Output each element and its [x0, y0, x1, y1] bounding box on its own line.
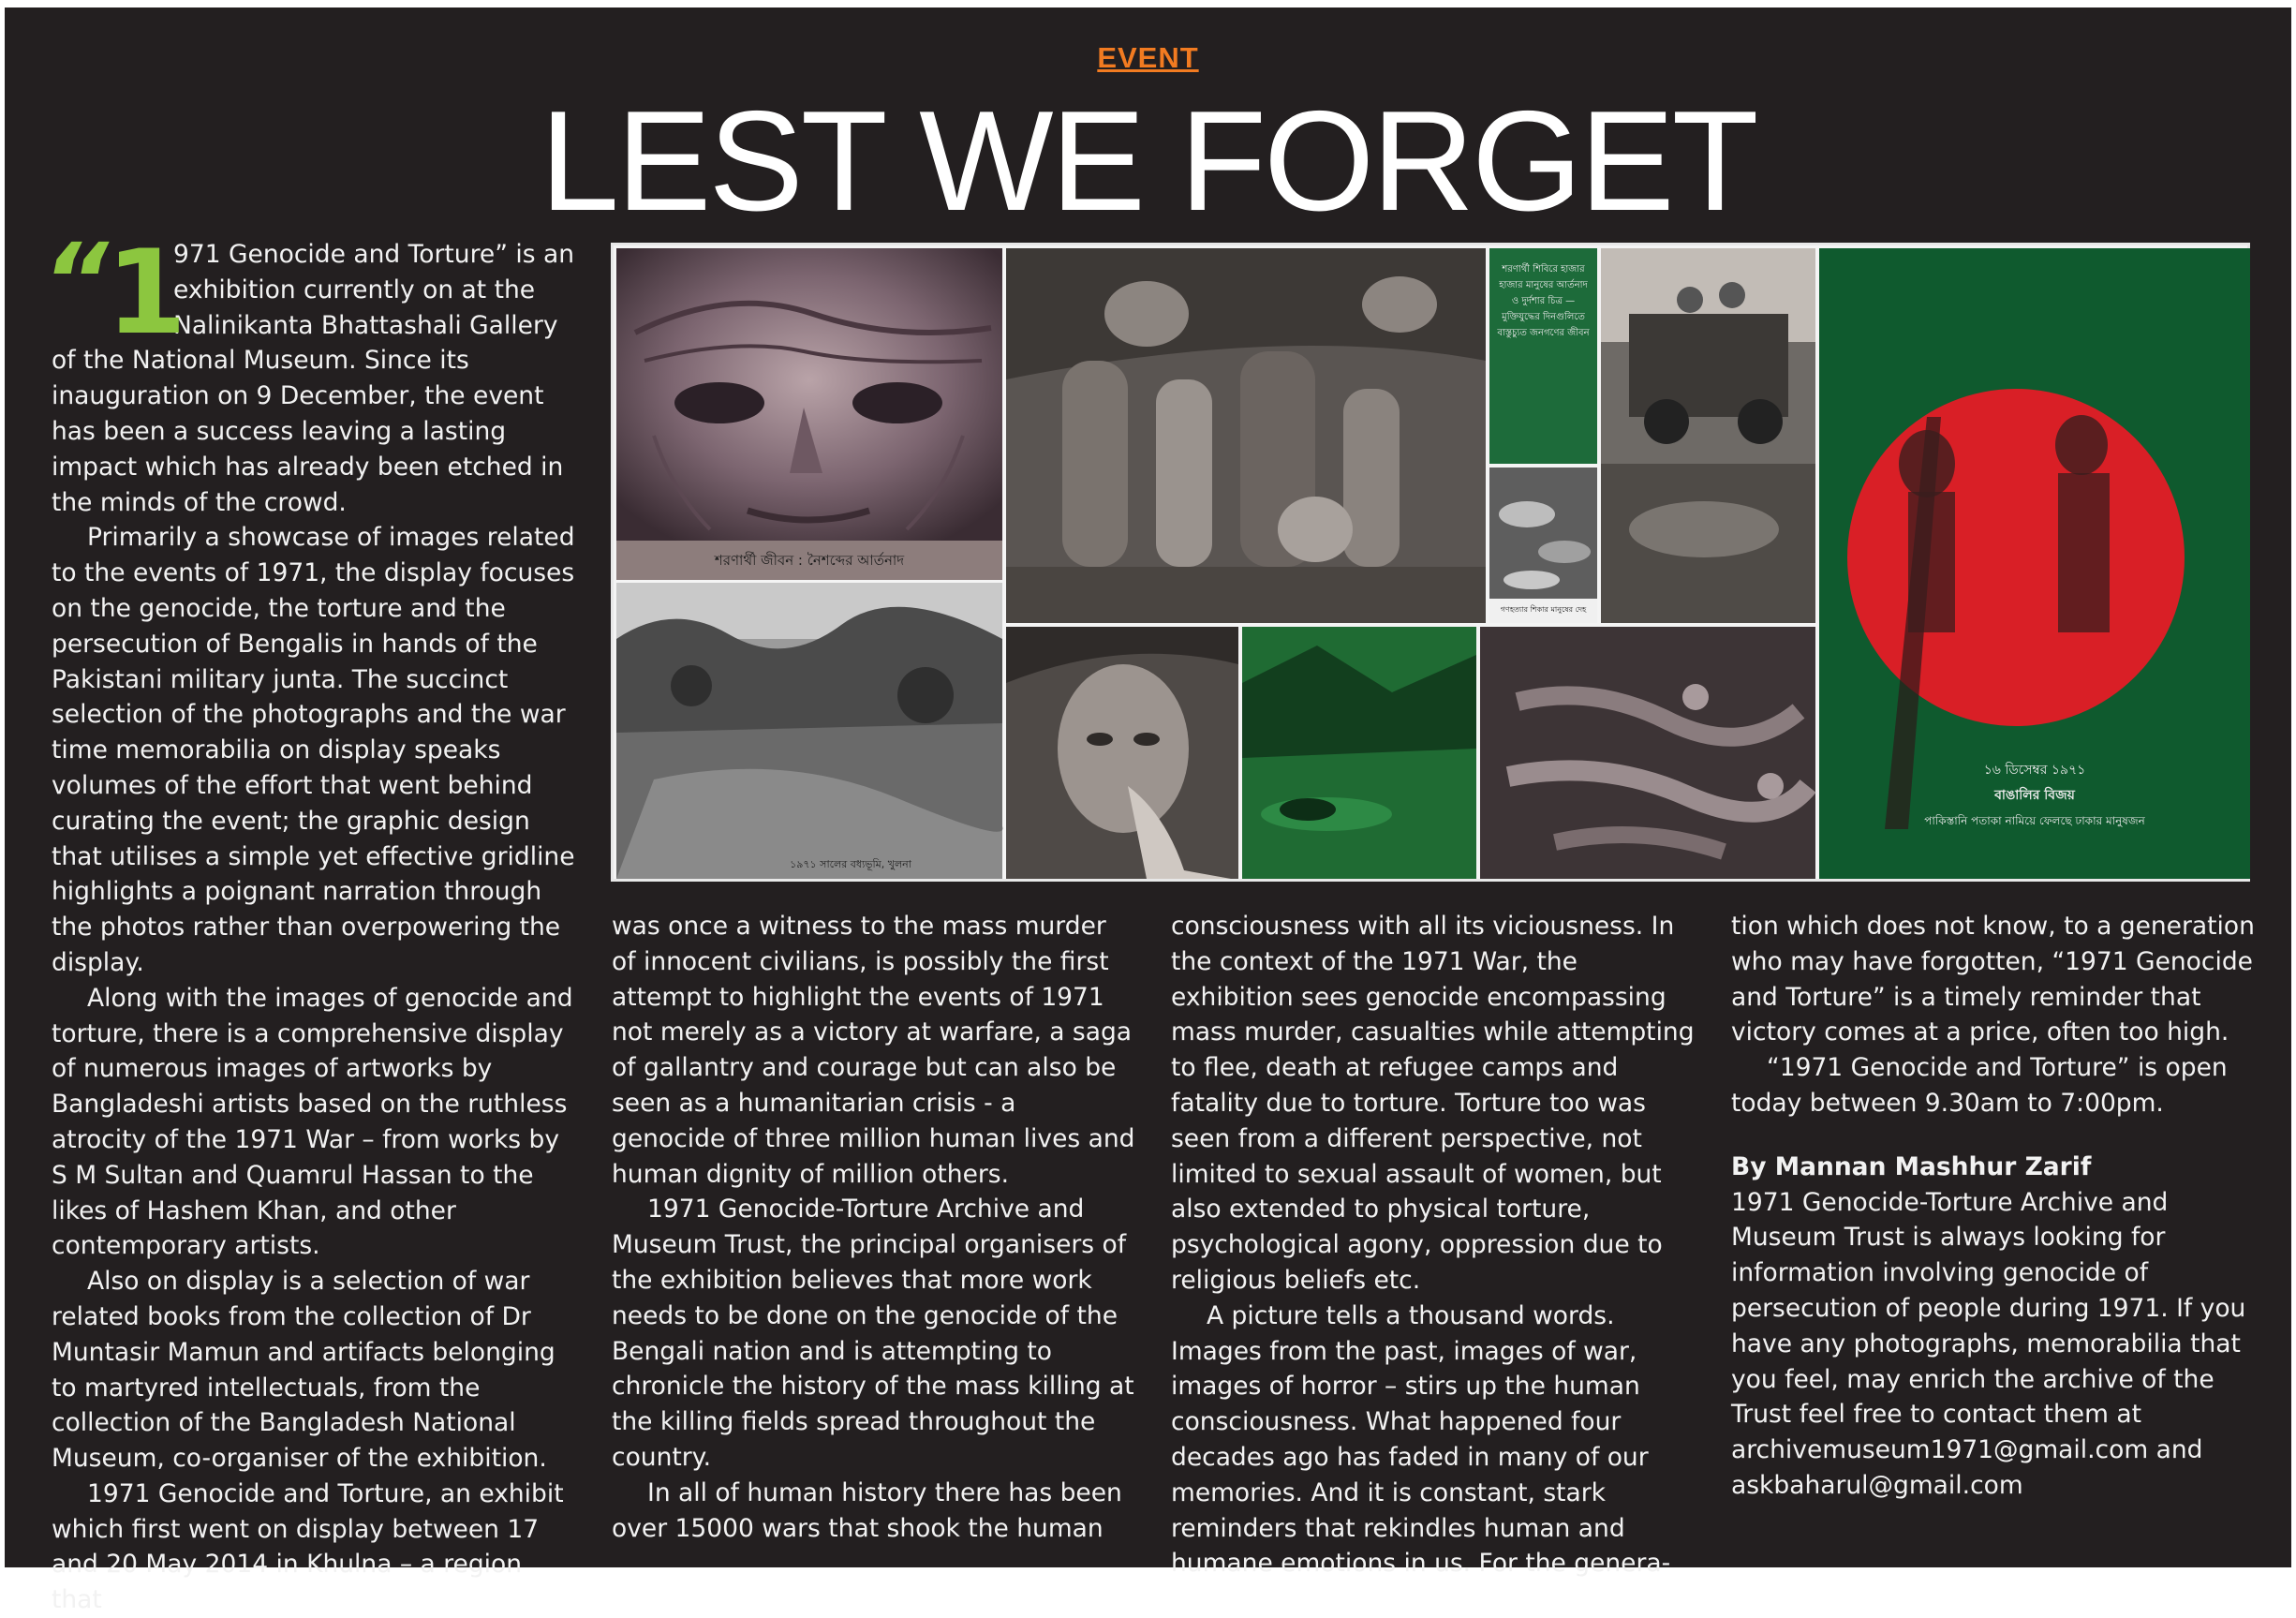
- text-panel-green: [1489, 248, 1597, 464]
- photo-refugee-camp: [1242, 627, 1476, 879]
- paragraph: of the National Museum. Since its inauguration on 9 December, the event has been a success leaving a lasting impact which has already been etched in the minds of the crowd.: [52, 346, 564, 517]
- article-column-1: [42, 221, 576, 1618]
- photo-victims-water: [1480, 627, 1815, 879]
- section-kicker: EVENT: [1097, 41, 1199, 74]
- paragraph: consciousness with all its viciousness. In the context of the 1971 War, the exhibition sees genocide encompassing mass murder, casualties while attempting to flee, death at refugee camps and fatality due to torture. Torture too was seen from a different perspective, not limited to sexual assault of women, but also extended to physical torture, psychological agony, oppression due to religious beliefs etc.: [1171, 912, 1695, 1295]
- paragraph: Along with the images of genocide and torture, there is a comprehensive display of numerous images of artworks by Bangladeshi artists based on the ruthless atrocity of the 1971 War – from works by S M Sultan and Quamrul Hassan to the likes of Hashem Khan, and other contemporary artists.: [52, 983, 573, 1261]
- intro-text: 971 Genocide and Torture” is an exhibition currently on at the Nalinikanta Bhattashali Gallery: [173, 240, 574, 340]
- photo-refugees: [1006, 248, 1486, 623]
- photo-collage: [611, 243, 2250, 882]
- intro-paragraph: [42, 221, 576, 361]
- paragraph: Primarily a showcase of images related to the events of 1971, the display focuses on the genocide, the torture and the persecution of Bengalis in hands of the Pakistani military junta. The succinct selection of the photographs and the war time memorabilia on display speaks volumes of the effort that went behind curating the event; the graphic design that utilises a simple yet effective gridline highlights a poignant narration through the photos rather than overpowering the display.: [52, 523, 575, 977]
- paragraph: was once a witness to the mass murder of innocent civilians, is possibly the first attempt to highlight the events of 1971 not merely as a victory at warfare, a saga of gallantry and courage but can also be seen as a humanitarian crisis - a genocide of three million human lives and human dignity of million others.: [612, 912, 1135, 1189]
- paragraph: tion which does not know, to a generation who may have forgotten, “1971 Genocide and Torture” is a timely reminder that victory comes at a price, often too high.: [1731, 912, 2255, 1047]
- poster-subtitle: পাকিস্তানি পতাকা নামিয়ে ফেলছে ঢাকার মানুষজন: [1924, 814, 2145, 827]
- paragraph: “1971 Genocide and Torture” is open today between 9.30am to 7:00pm.: [1731, 1053, 2228, 1118]
- paragraph: 1971 Genocide-Torture Archive and Museum Trust, the principal organisers of the exhibition believes that more work needs to be done on the genocide of the Bengali nation and is attempting to chronicle the history of the mass killing at the killing fields spread throughout the country.: [612, 1195, 1134, 1472]
- magazine-page: [5, 7, 2291, 1615]
- article-column-2: [612, 909, 1136, 1546]
- photo-landscape: [616, 583, 1002, 879]
- photo-grieving-woman: [1006, 627, 1238, 879]
- paragraph: 1971 Genocide and Torture, an exhibit which first went on display between 17 and 20 May 2014 in Khulna – a region that: [52, 1478, 564, 1615]
- photo-caption-tiny: গণহত্যার শিকার মানুষের দেহ: [1500, 605, 1587, 614]
- poster-title: বাঙালির বিজয়: [1994, 788, 2075, 803]
- paragraph: A picture tells a thousand words. Images from the past, images of war, images of horror – stirs up the human consciousness. What happened four decades ago has faded in many of our memories. And it is constant, stark reminders that rekindles human and humane emotions in us. For the genera-: [1171, 1300, 1671, 1579]
- paragraph: In all of human history there has been over 15000 wars that shook the human: [612, 1477, 1122, 1543]
- byline: By Mannan Mashhur Zarif: [1731, 1151, 2092, 1181]
- article-column-3: [1171, 909, 1696, 1581]
- photo-caption: শরণার্থী জীবন : নৈশব্দের আর্তনাদ: [714, 552, 905, 569]
- poster-date: ১৬ ডিসেম্বর ১৯৭১: [1983, 763, 2086, 778]
- paragraph: Also on display is a selection of war related books from the collection of Dr Muntasir Mamun and artifacts belonging to martyred intellectuals, from the collection of the Bangladesh National Museum, co-organiser of the exhibition.: [52, 1267, 555, 1474]
- photo-caption-small: ১৯৭১ সালের বধ্যভূমি, খুলনা: [790, 858, 911, 870]
- panel-text: শরণার্থী শিবিরে হাজার হাজার মানুষের আর্তনাদ ও দুর্দশার চিত্র — মুক্তিযুদ্ধের দিনগুলিতে বাস্তুচ্যুত জনগণের জীবন: [1497, 264, 1590, 338]
- photo-caption-band: [616, 541, 1002, 580]
- dropcap-quote: “: [42, 221, 109, 341]
- flag-poster: [1819, 248, 2250, 879]
- dropcap-digit: 1: [106, 226, 187, 361]
- article-column-4: [1731, 909, 2256, 1504]
- photo-elderly-face: [616, 248, 1002, 541]
- contact-note: 1971 Genocide-Torture Archive and Museum Trust is always looking for information involving genocide of persecution of people during 1971. If you have any photographs, memorabilia that you feel, may enrich the archive of the Trust feel free to contact them at archivemuseum1971@gmail.com and askbaharul@gmail.com: [1731, 1187, 2246, 1500]
- photo-victims-small: [1489, 468, 1597, 623]
- photo-army-vehicle: [1601, 248, 1815, 623]
- headline: LEST WE FORGET: [540, 82, 1756, 241]
